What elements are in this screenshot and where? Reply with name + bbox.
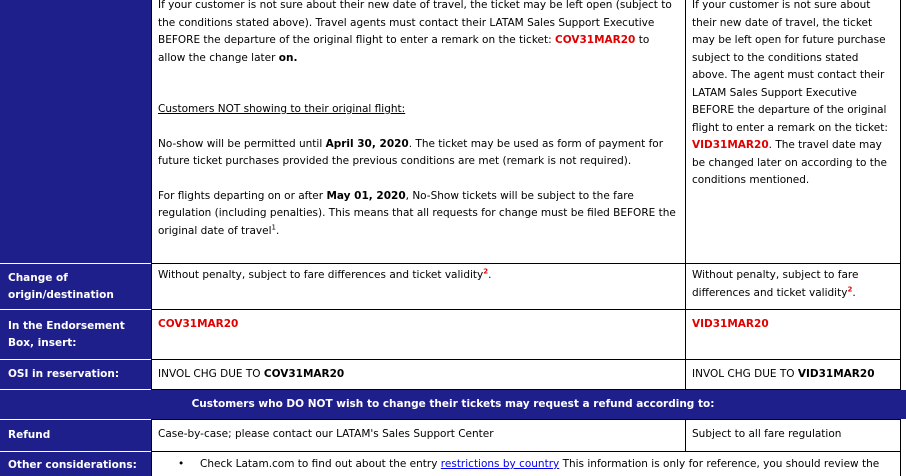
endorsement-label: In the Endorsement Box, insert: xyxy=(8,320,125,349)
row1-label-cell xyxy=(0,0,151,263)
row1-right-cell xyxy=(686,0,900,263)
refund-banner-text: Customers who DO NOT wish to change their tickets may request a refund according to: xyxy=(191,398,715,410)
vid-code: VID31MAR20 xyxy=(692,139,769,151)
vid-open-ticket-paragraph: If your customer is not sure about their new date of travel, the ticket may be left open for future purchase subject to the conditions stated above. The agent must contact their LATAM Sales Support Executive BEFORE the departure of the original flight to enter a remark on the ticket: VID31MAR20. The travel date may be changed later on according to the conditions mentioned. xyxy=(692,0,888,186)
cov-code: COV31MAR20 xyxy=(555,34,636,46)
grid-vline-right xyxy=(900,0,901,390)
change-label-cell xyxy=(0,264,151,309)
refund-label: Refund xyxy=(8,429,51,441)
change-middle-cell: Without penalty, subject to fare differences and ticket validity$^2$. xyxy=(152,267,685,309)
no-show-heading: Customers NOT showing to their original flight: xyxy=(158,103,406,115)
endorsement-right-cell xyxy=(686,316,900,359)
grid-hline-2 xyxy=(151,309,901,310)
grid-vline-mid xyxy=(685,0,686,390)
other-label-cell xyxy=(0,452,151,476)
grid-hline-3 xyxy=(151,359,901,360)
refund-label-cell xyxy=(0,420,151,451)
grid-vline-left-lower xyxy=(151,420,152,476)
no-show-fare-paragraph: For flights departing on or after May 01, 2020, No-Show tickets will be subject to the fare regulation (including penalties). This means that all requests for change must be filed BEFORE the original date of travel$^1$. xyxy=(158,189,676,237)
other-content-cell: • Check Latam.com to find out about the entry restrictions by country This information is only for reference, you should review the xyxy=(152,456,900,476)
osi-label-cell xyxy=(0,360,151,389)
endorsement-cov-code: COV31MAR20 xyxy=(158,318,239,330)
restrictions-by-country-link[interactable]: restrictions by country xyxy=(440,458,560,470)
refund-banner xyxy=(0,390,906,419)
grid-vline-mid-lower xyxy=(685,420,686,452)
endorsement-label-cell xyxy=(0,310,151,359)
refund-right-cell: Subject to all fare regulation xyxy=(686,426,900,451)
change-right-cell: Without penalty, subject to fare differences and ticket validity$^2$. xyxy=(686,267,900,309)
grid-vline-right-lower xyxy=(900,420,901,476)
change-label: Change of origin/destination xyxy=(8,272,114,301)
grid-hline-1 xyxy=(151,263,901,264)
osi-label: OSI in reservation: xyxy=(8,368,120,380)
open-ticket-paragraph: If your customer is not sure about their new date of travel, the ticket may be left open (subject to the conditions stated above). Travel agents must contact their LATAM Sales Support Executive BEFORE the departure of the original flight to enter a remark on the ticket: COV31MAR20 to allow the change later on. xyxy=(158,0,672,64)
osi-right-cell: INVOL CHG DUE TO VID31MAR20 xyxy=(686,366,900,389)
osi-middle-cell: INVOL CHG DUE TO COV31MAR20 xyxy=(152,366,685,389)
other-label: Other considerations: xyxy=(8,459,137,471)
no-show-paragraph: No-show will be permitted until April 30, 2020. The ticket may be used as form of payment for future ticket purchases provided the previous conditions are met (remark is not required). xyxy=(158,137,664,167)
endorsement-middle-cell xyxy=(152,316,685,359)
bullet: • xyxy=(178,458,185,470)
grid-hline-6 xyxy=(151,451,901,452)
row1-middle-cell xyxy=(152,0,685,263)
refund-middle-cell: Case-by-case; please contact our LATAM's Sales Support Center xyxy=(152,426,685,451)
grid-vline-left xyxy=(151,0,152,390)
grid-hline-4 xyxy=(151,389,901,390)
grid-hline-5 xyxy=(151,419,901,420)
endorsement-vid-code: VID31MAR20 xyxy=(692,318,769,330)
